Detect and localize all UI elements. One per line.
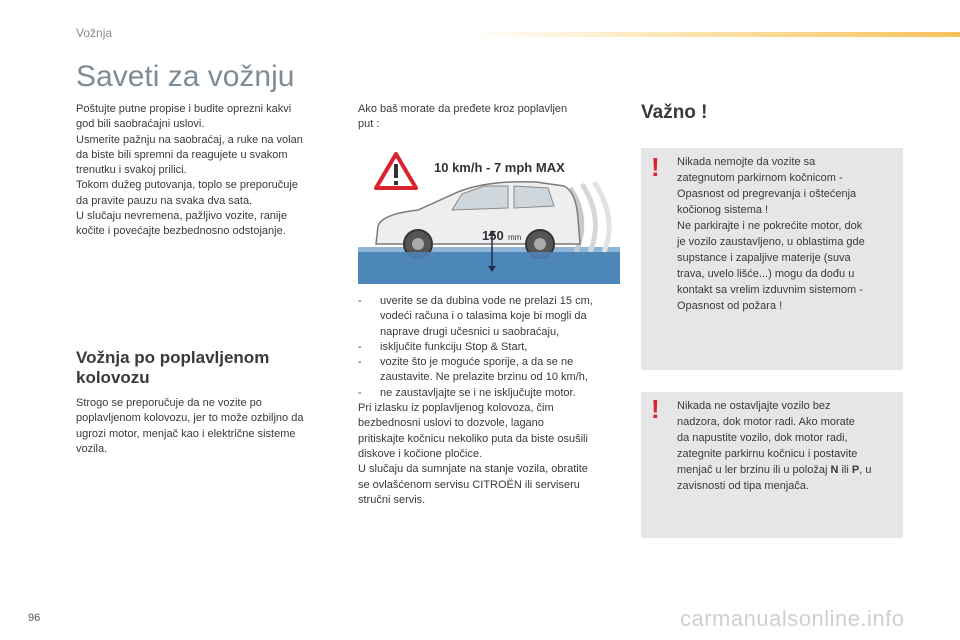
list-dash: - xyxy=(358,386,362,399)
flood-heading xyxy=(76,348,338,388)
warning-line: zavisnosti od tipa menjača. xyxy=(677,480,810,492)
list-item xyxy=(358,294,624,340)
intro-line: trenutku i svakoj prilici. xyxy=(76,164,187,177)
flood-intro-line: put : xyxy=(358,118,380,131)
flood-intro-line: Ako baš morate da pređete kroz poplavljen xyxy=(358,103,568,115)
warning-fragment: , u xyxy=(859,464,872,476)
warning-line: kočionog sistema ! xyxy=(677,204,769,216)
warning-line: supstance i zapaljive materije (suva xyxy=(677,252,851,264)
outro-line: U slučaju da sumnjate na stanje vozila, obratite xyxy=(358,463,588,476)
warning-line: nadzora, dok motor radi. Ako morate xyxy=(677,416,855,428)
speed-limit-label: 10 km/h - 7 mph MAX xyxy=(434,160,565,175)
page-title: Saveti za vožnju xyxy=(76,60,295,93)
intro-line: Poštujte putne propise i budite oprezni kakvi xyxy=(76,103,292,115)
intro-line: Tokom dužeg putovanja, toplo se preporučuje xyxy=(76,179,298,192)
flood-heading-line: kolovozu xyxy=(76,368,150,387)
list-dash: - xyxy=(358,356,362,369)
flood-driving-figure xyxy=(358,148,620,284)
warning-line: Opasnost od pregrevanja i oštećenja xyxy=(677,188,857,200)
flood-line: Strogo se preporučuje da ne vozite po xyxy=(76,397,262,409)
depth-label: 150 xyxy=(482,228,504,243)
warning-line: zategnite parkirnu kočnicu i postavite xyxy=(677,448,858,460)
warning-line: Nikada nemojte da vozite sa xyxy=(677,156,816,168)
list-item xyxy=(358,355,624,386)
intro-line: U slučaju nevremena, pažljivo vozite, ranije xyxy=(76,210,287,223)
page-number: 96 xyxy=(28,612,41,624)
exclamation-icon: ! xyxy=(651,152,660,182)
warning-text xyxy=(677,154,895,314)
list-item xyxy=(358,386,624,401)
gear-neutral-label: N xyxy=(830,464,839,476)
outro-line: stručni servis. xyxy=(358,493,426,506)
list-dash: - xyxy=(358,295,362,307)
warning-line: Nikada ne ostavljajte vozilo bez xyxy=(677,400,831,412)
header-accent-bar xyxy=(470,32,960,37)
warning-box-engine-running xyxy=(641,392,903,538)
flood-line: poplavljenom kolovozu, jer to može ozbiljno da xyxy=(76,412,304,425)
flood-heading-line: Vožnja po poplavljenom xyxy=(76,348,270,367)
warning-line: kontakt sa vrelim izduvnim sistemom - xyxy=(677,284,863,296)
section-label: Vožnja xyxy=(76,26,113,40)
list-line: isključite funkciju Stop & Start, xyxy=(380,340,528,353)
flood-line: ugrozi motor, menjač kao i električne sisteme xyxy=(76,427,296,440)
warning-line: da napustite vozilo, dok motor radi, xyxy=(677,432,848,444)
outro-line: bezbednosni uslovi to dozvole, lagano xyxy=(358,417,544,430)
intro-paragraph xyxy=(76,102,338,240)
depth-unit: mm xyxy=(508,233,522,242)
flood-line: vozila. xyxy=(76,442,108,455)
intro-line: Usmerite pažnju na saobraćaj, a ruke na volan xyxy=(76,133,303,146)
flood-intro xyxy=(358,102,624,133)
list-dash: - xyxy=(358,340,362,353)
warning-fragment: menjač u ler brzinu ili u položaj xyxy=(677,464,831,476)
warning-line: Opasnost od požara ! xyxy=(677,300,783,312)
intro-line: da biste bili spremni da reagujete u svakom xyxy=(76,148,288,161)
list-line: vozite što je moguće sporije, a da se ne xyxy=(380,356,574,369)
warning-line: je vozilo zaustavljeno, u oblastima gde xyxy=(677,236,865,248)
warning-line xyxy=(677,462,895,478)
flood-paragraph xyxy=(76,396,338,457)
outro-line: pritiskajte kočnicu nekoliko puta da biste osušili xyxy=(358,432,588,445)
outro-line: se ovlašćenom servisu CITROËN ili serviseru xyxy=(358,478,580,491)
list-line: zaustavite. Ne prelazite brzinu od 10 km/h, xyxy=(380,371,588,384)
list-line: uverite se da dubina vode ne prelazi 15 cm, xyxy=(380,295,593,307)
intro-line: god bili saobraćajni uslovi. xyxy=(76,118,205,131)
list-line: naprave drugi učesnici u saobraćaju, xyxy=(380,325,560,338)
flood-steps-list xyxy=(358,294,624,508)
list-line: vodeći računa i o talasima koje bi mogli da xyxy=(380,310,587,323)
warning-line: zategnutom parkirnom kočnicom - xyxy=(677,172,843,184)
gear-park-label: P xyxy=(851,464,860,476)
watermark: carmanualsonline.info xyxy=(680,606,905,631)
list-item xyxy=(358,340,624,355)
warning-line: trava, uvelo lišće...) mogu da dođu u xyxy=(677,268,855,280)
list-line: ne zaustavljajte se i ne isključujte motor. xyxy=(380,386,576,399)
warning-line: Ne parkirajte i ne pokrećite motor, dok xyxy=(677,220,863,232)
intro-line: da pravite pauzu na svaka dva sata. xyxy=(76,194,253,207)
intro-line: kočite i povećajte bezbednosno odstojanje. xyxy=(76,225,286,238)
important-heading: Važno ! xyxy=(641,102,708,123)
warning-text xyxy=(677,398,895,494)
warning-fragment: ili xyxy=(838,464,852,476)
warning-box-parking-brake xyxy=(641,148,903,370)
outro-line: diskove i kočione pločice. xyxy=(358,447,483,460)
exclamation-icon: ! xyxy=(651,394,660,424)
outro-line: Pri izlasku iz poplavljenog kolovoza, čim xyxy=(358,402,554,415)
